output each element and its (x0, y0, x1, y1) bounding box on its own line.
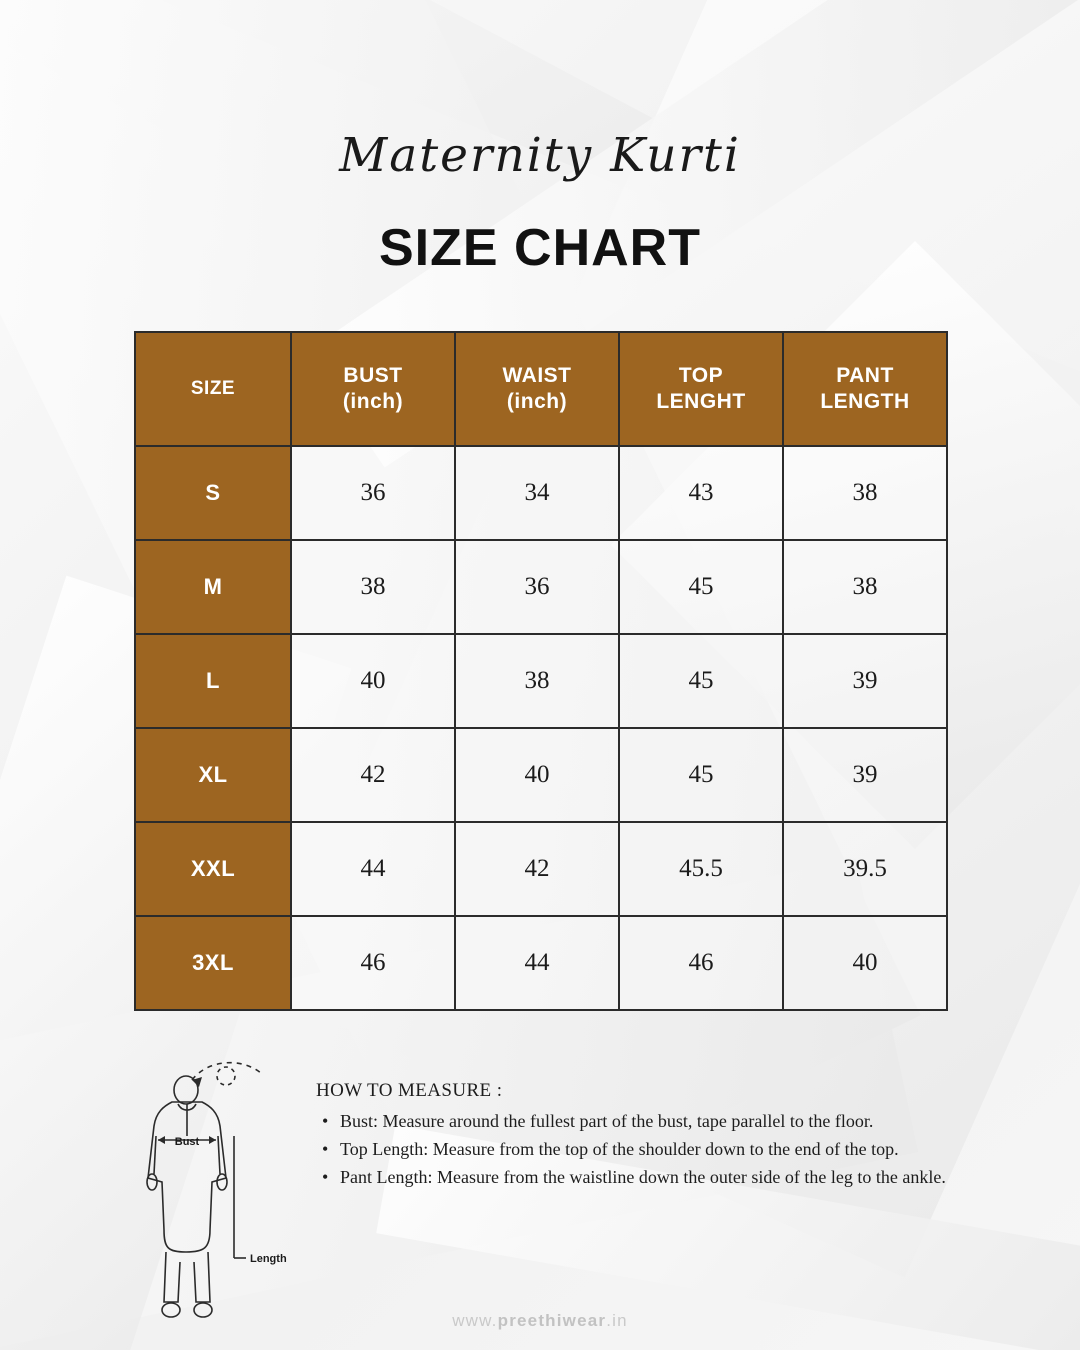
cell-pant-length: 38 (783, 540, 947, 634)
row-size-label: XXL (135, 822, 291, 916)
cell-top-length: 45.5 (619, 822, 783, 916)
cell-pant-length: 39.5 (783, 822, 947, 916)
bust-label: Bust (174, 1136, 200, 1148)
cell-top-length: 43 (619, 446, 783, 540)
table-row (135, 822, 947, 916)
cell-waist: 40 (455, 728, 619, 822)
size-chart-table (134, 331, 948, 1011)
list-item: • Pant Length: Measure from the waistline down the outer side of the leg to the ankle. (338, 1164, 946, 1190)
table-header-row (135, 332, 947, 446)
cell-pant-length: 39 (783, 634, 947, 728)
how-to-measure-section (134, 1040, 964, 1335)
cell-waist: 42 (455, 822, 619, 916)
cell-bust: 46 (291, 916, 455, 1010)
cell-waist: 44 (455, 916, 619, 1010)
column-header-waist: WAIST (inch) (455, 332, 619, 446)
watermark-suffix: .in (606, 1311, 628, 1330)
table-row (135, 634, 947, 728)
cell-waist: 36 (455, 540, 619, 634)
cell-top-length: 45 (619, 540, 783, 634)
cell-pant-length: 40 (783, 916, 947, 1010)
table-row (135, 728, 947, 822)
list-item: • Top Length: Measure from the top of the shoulder down to the end of the top. (338, 1136, 946, 1162)
script-title: Maternity Kurti (339, 128, 741, 183)
row-size-label: S (135, 446, 291, 540)
how-to-measure-heading: HOW TO MEASURE : (316, 1080, 503, 1101)
row-size-label: 3XL (135, 916, 291, 1010)
column-header-bust: BUST (inch) (291, 332, 455, 446)
row-size-label: XL (135, 728, 291, 822)
list-item: • Bust: Measure around the fullest part of the bust, tape parallel to the floor. (338, 1108, 946, 1134)
row-size-label: M (135, 540, 291, 634)
cell-waist: 38 (455, 634, 619, 728)
cell-bust: 36 (291, 446, 455, 540)
cell-bust: 38 (291, 540, 455, 634)
watermark-brand: preethiwear (497, 1311, 607, 1330)
table-row (135, 916, 947, 1010)
cell-bust: 42 (291, 728, 455, 822)
cell-top-length: 46 (619, 916, 783, 1010)
cell-bust: 44 (291, 822, 455, 916)
how-to-measure-text (316, 1040, 946, 1335)
watermark-prefix: www. (452, 1311, 498, 1330)
cell-waist: 34 (455, 446, 619, 540)
cell-pant-length: 38 (783, 446, 947, 540)
cell-pant-length: 39 (783, 728, 947, 822)
cell-top-length: 45 (619, 634, 783, 728)
column-header-size: SIZE (135, 332, 291, 446)
column-header-top-length: TOP LENGHT (619, 332, 783, 446)
page-title: SIZE CHART (379, 219, 701, 277)
watermark (0, 1311, 1080, 1331)
length-label: Length (250, 1253, 287, 1265)
column-header-pant-length: PANT LENGTH (783, 332, 947, 446)
row-size-label: L (135, 634, 291, 728)
cell-bust: 40 (291, 634, 455, 728)
kurti-measure-diagram (134, 1040, 294, 1335)
table-row (135, 540, 947, 634)
cell-top-length: 45 (619, 728, 783, 822)
how-to-measure-list (316, 1108, 946, 1190)
table-row (135, 446, 947, 540)
